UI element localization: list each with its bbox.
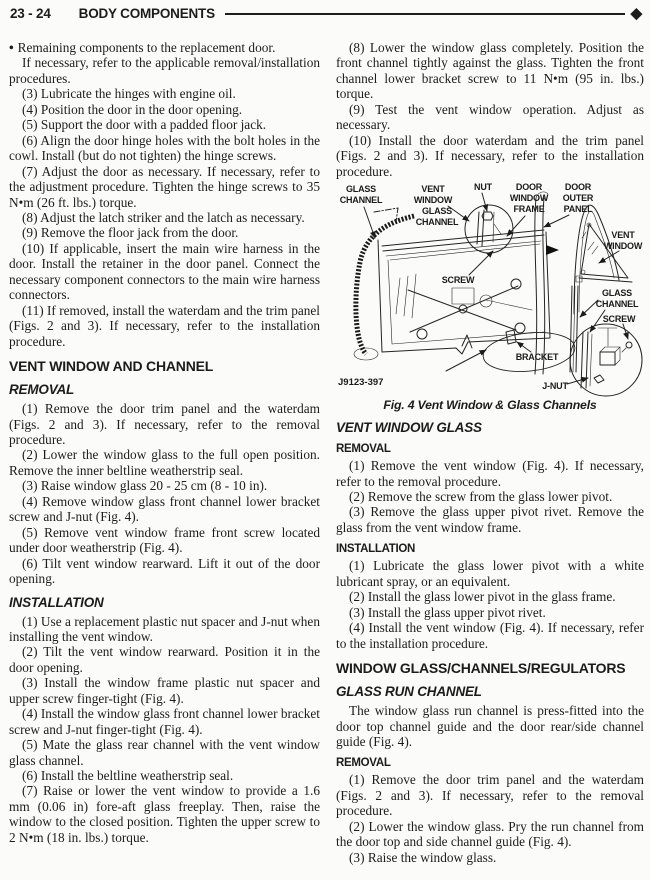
right-column [336, 40, 644, 865]
procedure-step: (2) Remove the screw from the glass lower pivot. [349, 488, 613, 504]
figure-label-nut: NUT [474, 182, 492, 193]
procedure-step: (3) Install the window frame plastic nut spacer and upper screw finger-tight (Fig. 4). [9, 675, 320, 706]
left-column [9, 40, 320, 845]
procedure-step: (3) Raise the window glass. [349, 849, 497, 865]
vent-window-diagram [336, 182, 644, 397]
procedure-step: (1) Remove the door trim panel and the waterdam (Figs. 2 and 3). If necessary, refer to the removal procedure. [9, 401, 320, 447]
bottom-arrow [446, 350, 486, 371]
leader-lines [364, 193, 628, 384]
intro-bullet-text: Remaining components to the replacement door. [17, 40, 276, 55]
figure-label-vent-window-glass-channel: VENT [421, 184, 445, 195]
heading-removal: REMOVAL [336, 443, 391, 456]
figure-label-door-outer-panel: PANEL [563, 204, 593, 215]
procedure-step: (5) Support the door with a padded floor jack. [22, 117, 267, 133]
procedure-step: (1) Lubricate the glass lower pivot with a white lubricant spray, or an equivalent. [336, 558, 644, 589]
heading-removal: REMOVAL [336, 757, 391, 770]
procedure-step: (3) Lubricate the hinges with engine oil. [22, 86, 236, 102]
procedure-step: (8) Adjust the latch striker and the latch as necessary. [22, 209, 305, 225]
paragraph: If necessary, refer to the applicable removal/installation procedures. [9, 55, 320, 86]
door-window-frame-drawing [535, 192, 548, 374]
heading-removal: REMOVAL [9, 382, 75, 398]
figure-label-glass-channel-right: GLASS [601, 288, 633, 299]
figure-label-door-window-frame: FRAME [513, 204, 545, 215]
figure-label-glass-channel-right: CHANNEL [595, 299, 639, 310]
procedure-step: (1) Use a replacement plastic nut spacer and J-nut when installing the vent window. [9, 613, 320, 644]
figure-label-vent-window: VENT [611, 230, 635, 241]
intro-bullet-item [9, 40, 320, 55]
procedure-step: (5) Remove vent window frame front screw located under door weatherstrip (Fig. 4). [9, 524, 320, 556]
procedure-step: (5) Mate the glass rear channel with the vent window glass channel. [9, 737, 320, 768]
procedure-step: (2) Tilt the vent window rearward. Position it in the door opening. [9, 644, 320, 675]
figure-label-j-nut: J-NUT [542, 381, 568, 392]
procedure-step: (3) Raise window glass 20 - 25 cm (8 - 10 in). [22, 478, 268, 494]
procedure-step: (3) Install the glass upper pivot rivet. [349, 604, 546, 620]
procedure-step: (2) Lower the window glass. Pry the run channel from the door top and side channel guide (Fig. 4). [336, 818, 644, 850]
figure-label-bracket: BRACKET [515, 352, 559, 363]
procedure-step: (10) Install the door waterdam and the trim panel (Figs. 2 and 3). If necessary, refer to the installation procedure. [336, 132, 644, 179]
procedure-step: (7) Raise or lower the vent window to provide a 1.6 mm (0.06 in) fore-aft glass freeplay. Then, raise the window to the closed position. Tighten the upper screw to 2 N•m (18 in. lbs.) torque. [9, 783, 320, 845]
procedure-step: (6) Tilt vent window rearward. Lift it out of the door opening. [9, 555, 320, 587]
procedure-step: (6) Align the door hinge holes with the bolt holes in the cowl. Install (but do not tighten) the hinge screws. [9, 132, 320, 164]
page-number: 23 - 24 [10, 6, 51, 21]
figure-code: J9123-397 [338, 377, 384, 389]
page-header [10, 6, 642, 21]
figure-label-vent-window-glass-channel: WINDOW [413, 195, 453, 206]
pointer-arrow-icon [546, 245, 559, 255]
header-rule [225, 13, 625, 15]
figure-label-screw-right: SCREW [602, 314, 636, 325]
procedure-step: (8) Lower the window glass completely. Position the front channel tightly against the glass. Tighten the front channel lower bracket screw to 11 N•m (95 in. lbs.) torque. [336, 40, 644, 102]
procedure-step: (2) Lower the window glass to the full open position. Remove the inner beltline weatherstrip seal. [9, 447, 320, 478]
heading-vent-window-glass: VENT WINDOW GLASS [336, 420, 482, 436]
glass-channel-drawing [356, 216, 414, 354]
figure-4 [336, 182, 644, 412]
figure-label-vent-window-glass-channel: GLASS [421, 206, 453, 217]
heading-installation: INSTALLATION [9, 594, 104, 610]
figure-caption: Fig. 4 Vent Window & Glass Channels [383, 398, 597, 413]
heading-installation: INSTALLATION [336, 543, 416, 556]
procedure-step: (9) Test the vent window operation. Adjust as necessary. [336, 101, 644, 133]
procedure-step: (1) Remove the door trim panel and the waterdam (Figs. 2 and 3). If necessary, refer to the removal procedure. [336, 772, 644, 819]
procedure-step: (4) Position the door in the door opening. [22, 101, 243, 117]
procedure-step: (11) If removed, install the waterdam and the trim panel (Figs. 2 and 3). If necessary, refer to the installation procedure. [9, 302, 320, 349]
procedure-step: (4) Install the vent window (Fig. 4). If necessary, refer to the installation procedure. [336, 620, 644, 651]
procedure-step: (6) Install the beltline weatherstrip seal. [22, 768, 234, 784]
diamond-icon: ◆ [630, 5, 642, 22]
heading-window-glass-channels-regulators: WINDOW GLASS/CHANNELS/REGULATORS [336, 660, 626, 677]
figure-label-door-outer-panel: OUTER [562, 193, 594, 204]
figure-label-door-window-frame: DOOR [515, 182, 543, 193]
procedure-step: (4) Install the window glass front channel lower bracket screw and J-nut finger-tight (Fig. 4). [9, 706, 320, 737]
heading-vent-window-and-channel: VENT WINDOW AND CHANNEL [9, 358, 214, 375]
bracket-callout-circle [570, 324, 642, 396]
paragraph: The window glass run channel is press-fitted into the door top channel guide and the door rear/side channel guide (Fig. 4). [336, 703, 644, 749]
figure-label-glass-channel: CHANNEL [339, 195, 383, 206]
figure-label-glass-channel: GLASS [345, 184, 377, 195]
figure-label-door-outer-panel: DOOR [564, 182, 592, 193]
procedure-step: (9) Remove the floor jack from the door. [22, 225, 239, 241]
procedure-step: (2) Install the glass lower pivot in the glass frame. [349, 589, 616, 605]
procedure-step: (7) Adjust the door as necessary. If necessary, refer to the adjustment procedure. Tighten the hinge screws to 35 N•m (26 ft. lbs.) torque. [9, 163, 320, 210]
section-title: BODY COMPONENTS [78, 6, 215, 21]
figure-label-vent-window: WINDOW [603, 241, 643, 252]
procedure-step: (4) Remove window glass front channel lower bracket screw and J-nut (Fig. 4). [9, 493, 320, 525]
procedure-step: (3) Remove the glass upper pivot rivet. Remove the glass from the vent window frame. [336, 504, 644, 535]
procedure-step: (10) If applicable, insert the main wire harness in the door. Install the retainer in the door panel. Connect the necessary component connectors to the main wire harness connectors. [9, 240, 320, 303]
procedure-step: (1) Remove the vent window (Fig. 4). If necessary, refer to the removal procedure. [336, 458, 644, 489]
heading-glass-run-channel: GLASS RUN CHANNEL [336, 684, 482, 700]
bullet-icon: • [9, 40, 14, 55]
figure-label-screw: SCREW [441, 275, 475, 286]
figure-label-door-window-frame: WINDOW [509, 193, 549, 204]
figure-label-vent-window-glass-channel: CHANNEL [415, 217, 459, 228]
